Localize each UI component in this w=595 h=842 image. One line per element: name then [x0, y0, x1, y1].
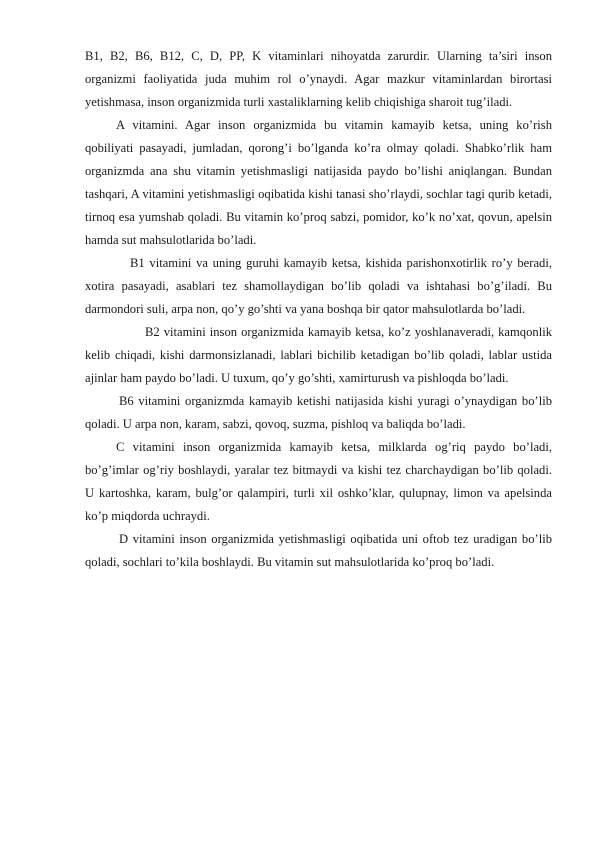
- paragraph-vitamin-a: A vitamini. Agar inson organizmida bu vitamin kamayib ketsa, uning ko’rish qobiliyati pasayadi, jumladan, qorong’i bo’lganda ko’ra olmay qoladi. Shabko’rlik ham organizmda ana shu vitamin yetishmasligi natijasida paydo bo’lishi aniqlangan. Bundan tashqari, A vitamini yetishmasligi oqibatida kishi tanasi sho’rlaydi, sochlar tagi qurib ketadi, tirnoq esa yumshab qoladi. Bu vitamin ko’proq sabzi, pomidor, ko’k no’xat, qovun, apelsin hamda sut mahsulotlarida bo’ladi.: [85, 118, 552, 247]
- paragraph-vitamins-intro: B1, B2, B6, B12, C, D, PP, K vitaminlari nihoyatda zarurdir. Ularning ta’siri inson organizmi faoliyatida juda muhim rol o’ynaydi. Agar mazkur vitaminlardan birortasi yetishmasa, inson organizmida turli xastaliklarning kelib chiqishiga sharoit tug’iladi.: [85, 49, 552, 109]
- paragraph-vitamin-b6: B6 vitamini organizmda kamayib ketishi natijasida kishi yuragi o’ynaydigan bo’lib qoladi. U arpa non, karam, sabzi, qovoq, suzma, pishloq va baliqda bo’ladi.: [85, 394, 552, 431]
- paragraph-vitamin-b2: B2 vitamini inson organizmida kamayib ketsa, ko’z yoshlanaveradi, kamqonlik kelib chiqadi, kishi darmonsizlanadi, lablari bichilib ketadigan bo’lib qoladi, lablar ustida ajinlar ham paydo bo’ladi. U tuxum, qo’y go’shti, xamirturush va pishloqda bo’ladi.: [85, 325, 552, 385]
- document-page: [85, 45, 552, 574]
- paragraph-vitamin-b1: B1 vitamini va uning guruhi kamayib ketsa, kishida parishonxotirlik ro’y beradi, xotira pasayadi, asablari tez shamollaydigan bo’lib qoladi va ishtahasi bo’g’iladi. Bu darmondori suli, arpa non, qo’y go’shti va yana boshqa bir qator mahsulotlarda bo’ladi.: [85, 256, 552, 316]
- paragraph-vitamin-c: C vitamini inson organizmida kamayib ketsa, milklarda og’riq paydo bo’ladi, bo’g’imlar og’riy boshlaydi, yaralar tez bitmaydi va kishi tez charchaydigan bo’lib qoladi. U kartoshka, karam, bulg’or qalampiri, turli xil oshko’klar, qulupnay, limon va apelsinda ko’p miqdorda uchraydi.: [85, 440, 552, 523]
- paragraph-vitamin-d: D vitamini inson organizmida yetishmasligi oqibatida uni oftob tez uradigan bo’lib qoladi, sochlari to’kila boshlaydi. Bu vitamin sut mahsulotlarida ko’proq bo’ladi.: [85, 532, 552, 569]
